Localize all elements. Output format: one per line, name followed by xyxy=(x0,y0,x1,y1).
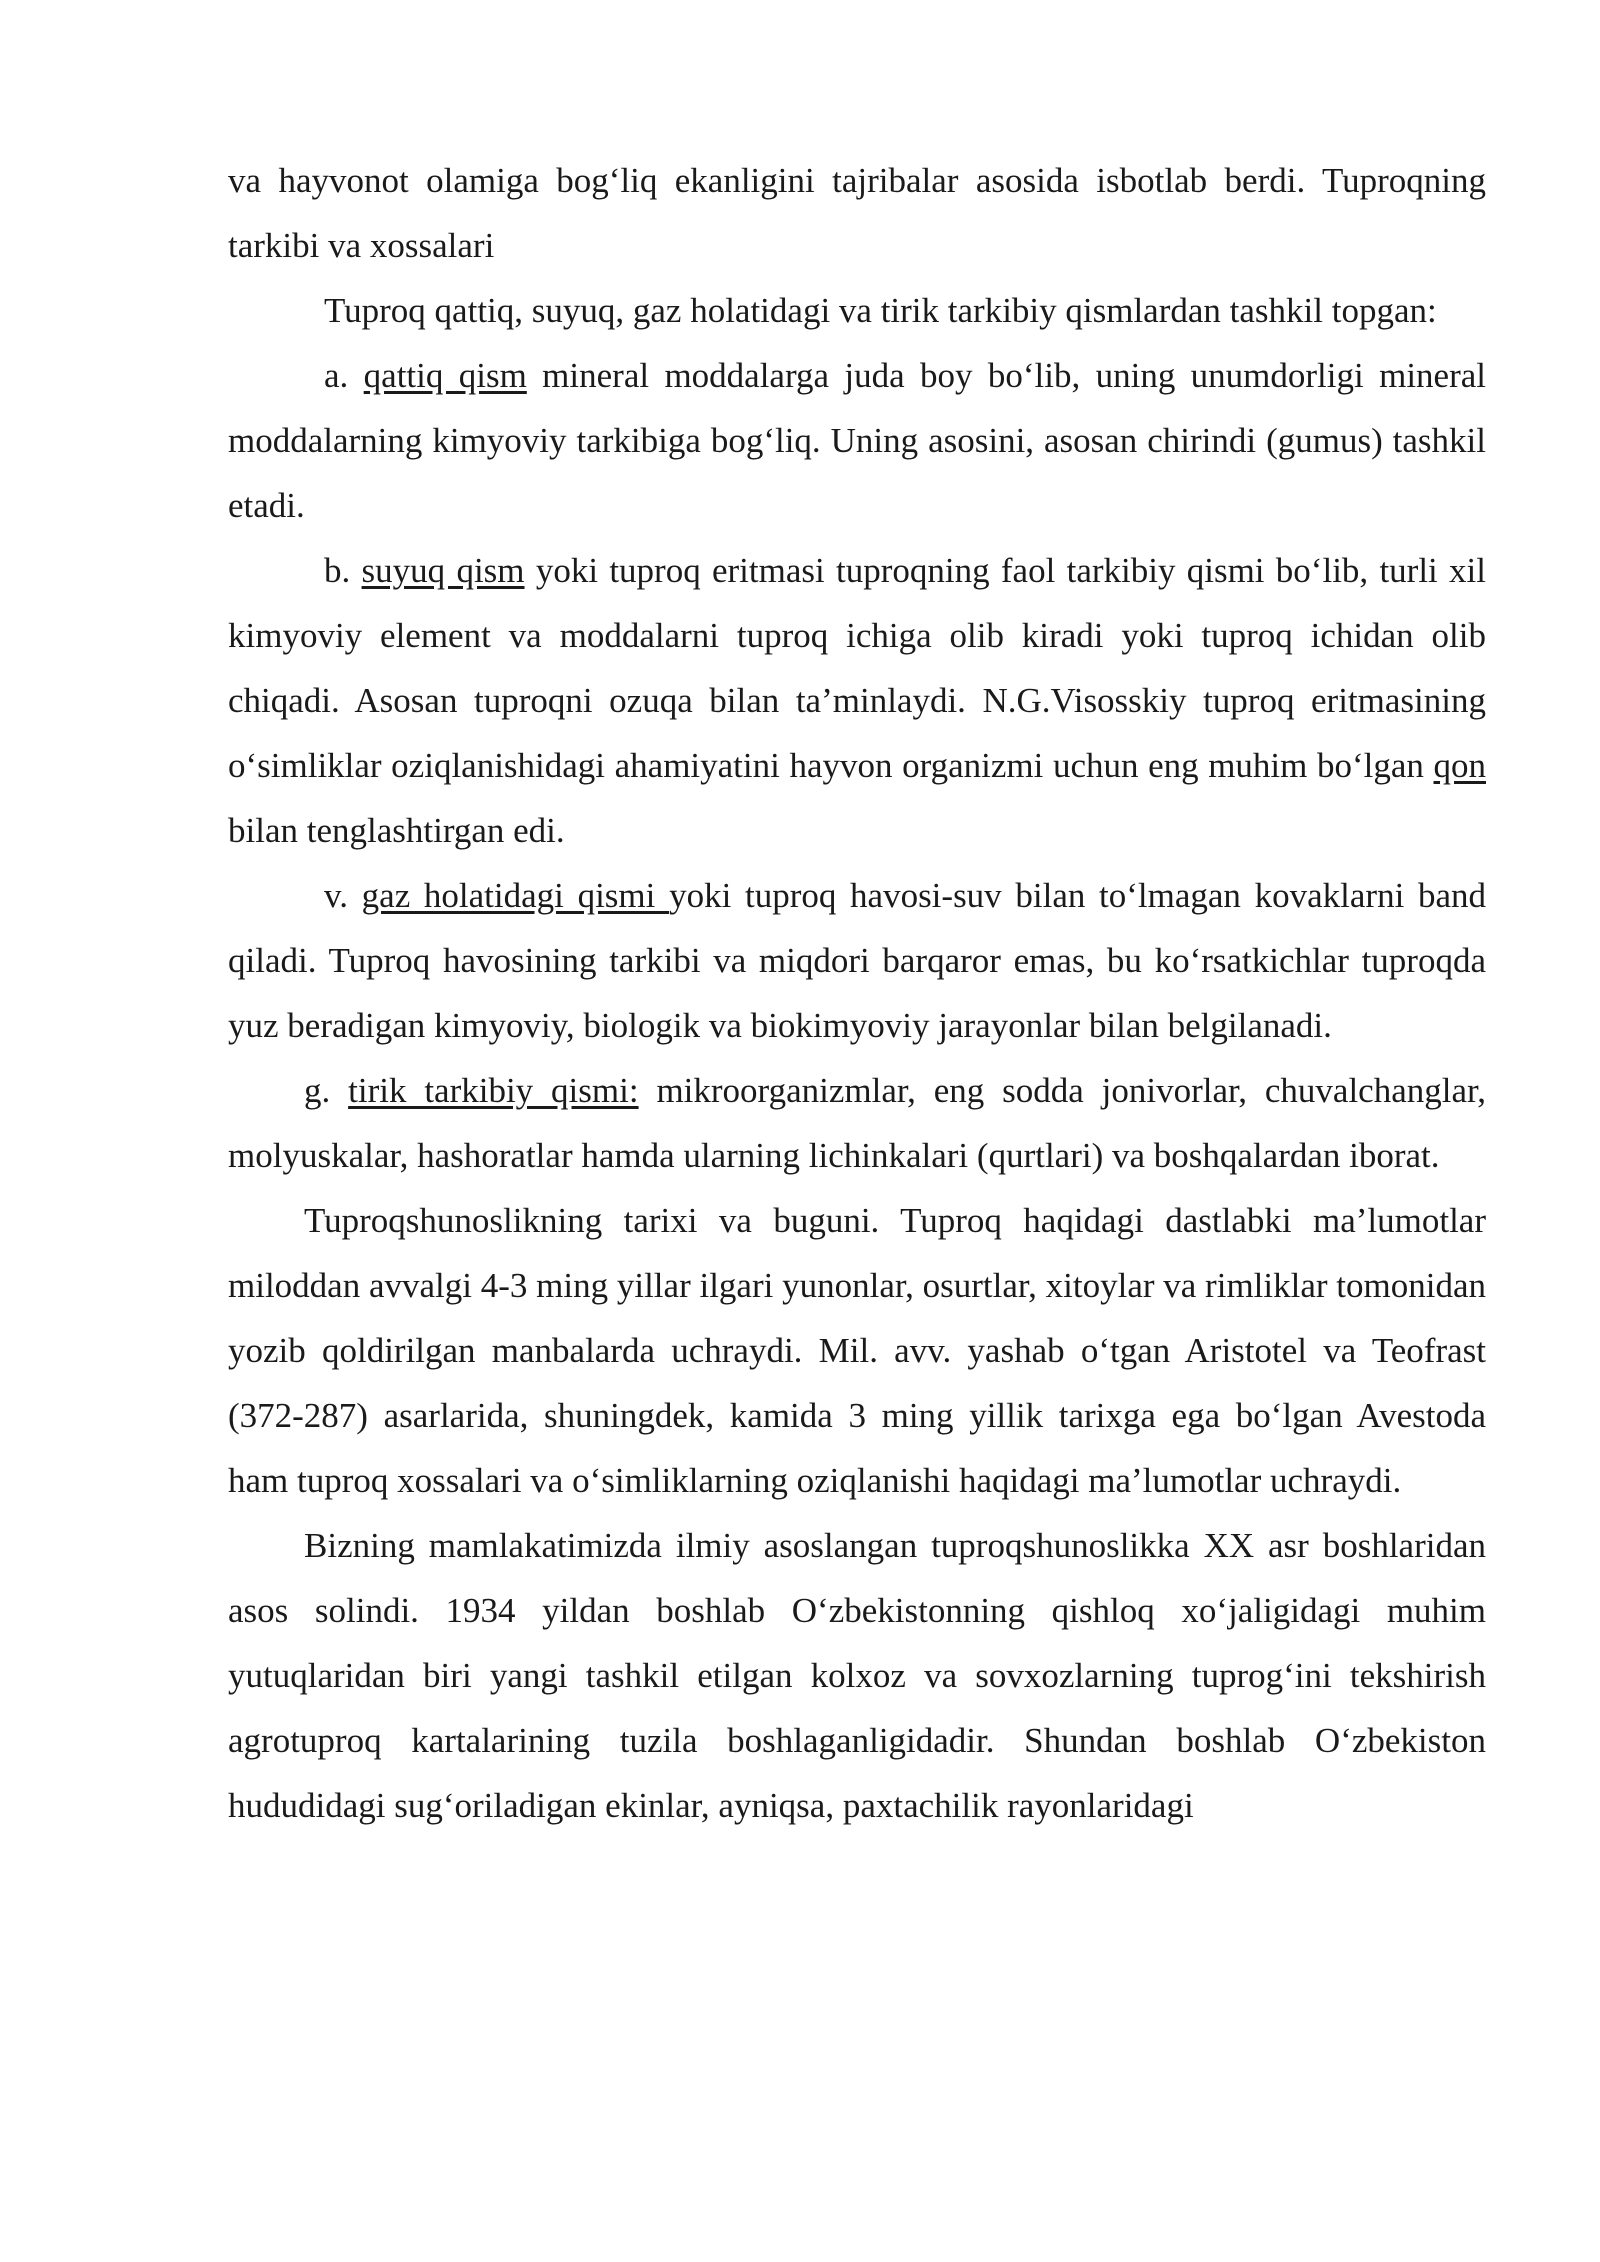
term-living-part: tirik tarkibiy qismi: xyxy=(348,1071,639,1110)
paragraph-history xyxy=(228,1188,1486,1513)
term-solid-part: qattiq qism xyxy=(363,356,527,395)
paragraph-soil-composition xyxy=(228,278,1486,343)
list-marker: v. xyxy=(324,876,362,915)
list-marker: b. xyxy=(324,551,362,590)
paragraph-living-part xyxy=(228,1058,1486,1188)
paragraph-intro-continuation xyxy=(228,148,1486,278)
term-liquid-part: suyuq qism xyxy=(361,551,525,590)
term-blood: qon xyxy=(1433,746,1486,785)
text-segment: mikroorganizmlar, eng sodda jonivorlar, chuvalchanglar, molyuskalar, hashoratlar hamda ularning lichinkalari (qurtlari) va boshqalardan iborat. xyxy=(228,1071,1487,1175)
paragraph-gas-part xyxy=(228,863,1486,1058)
paragraph-uzbekistan xyxy=(228,1513,1486,1838)
text-segment: Tuproq qattiq, suyuq, gaz holatidagi va tirik tarkibiy qismlardan tashkil topgan: xyxy=(324,291,1437,330)
text-segment: Tuproqshunoslikning tarixi va buguni. Tuproq haqidagi dastlabki ma’lumotlar miloddan avvalgi 4-3 ming yillar ilgari yunonlar, osurtlar, xitoylar va rimliklar tomonidan yozib qoldirilgan manbalarda uchraydi. Mil. avv. yashab o‘tgan Aristotel va Teofrast (372-287) asarlarida, shuningdek, kamida 3 ming yillik tarixga ega bo‘lgan Avestoda ham tuproq xossalari va o‘simliklarning oziqlanishi haqidagi ma’lumotlar uchraydi. xyxy=(228,1201,1486,1500)
term-gas-part: gaz holatidagi qismi xyxy=(361,876,670,915)
text-segment: yoki tuproq havosi-suv bilan to‘lmagan kovaklarni band qiladi. Tuproq havosining tarkibi va miqdori barqaror emas, bu ko‘rsatkichlar tuproqda yuz beradigan kimyoviy, biologik va biokimyoviy jarayonlar bilan belgilanadi. xyxy=(228,876,1487,1045)
document-page xyxy=(228,148,1486,1838)
paragraph-solid-part xyxy=(228,343,1486,538)
paragraph-liquid-part xyxy=(228,538,1486,863)
text-segment: mineral moddalarga juda boy bo‘lib, uning unumdorligi mineral moddalarning kimyoviy tarkibiga bog‘liq. Uning asosini, asosan chirindi (gumus) tashkil etadi. xyxy=(228,356,1486,525)
text-segment: bilan tenglashtirgan edi. xyxy=(228,811,565,850)
text-segment: Bizning mamlakatimizda ilmiy asoslangan tuproqshunoslikka XX asr boshlaridan asos solindi. 1934 yildan boshlab O‘zbekistonning qishloq xo‘jaligidagi muhim yutuqlaridan biri yangi tashkil etilgan kolxoz va sovxozlarning tuprog‘ini tekshirish agrotuproq kartalarining tuzila boshlaganligidadir. Shundan boshlab O‘zbekiston hududidagi sug‘oriladigan ekinlar, ayniqsa, paxtachilik rayonlaridagi xyxy=(228,1526,1486,1825)
text-segment: yoki tuproq eritmasi tuproqning faol tarkibiy qismi bo‘lib, turli xil kimyoviy element va moddalarni tuproq ichiga olib kiradi yoki tuproq ichidan olib chiqadi. Asosan tuproqni ozuqa bilan ta’minlaydi. N.G.Visosskiy tuproq eritmasining o‘simliklar oziqlanishidagi ahamiyatini hayvon organizmi uchun eng muhim bo‘lgan xyxy=(228,551,1487,785)
text-segment: va hayvonot olamiga bog‘liq ekanligini tajribalar asosida isbotlab berdi. Tuproqning tarkibi va xossalari xyxy=(228,161,1486,265)
list-marker: g. xyxy=(304,1071,349,1110)
list-marker: a. xyxy=(324,356,364,395)
